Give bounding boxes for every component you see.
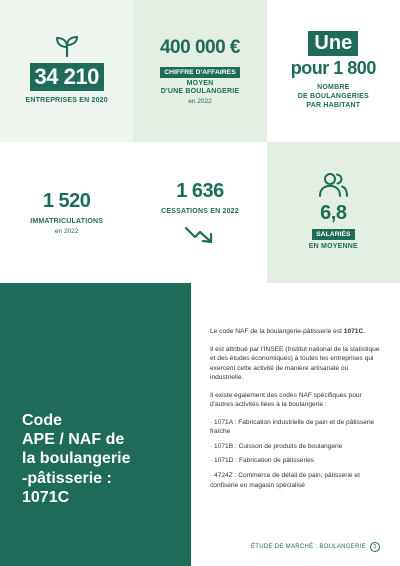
paragraph-1-prefix: Le code NAF de la boulangerie-pâtisserie est bbox=[210, 328, 344, 335]
list-item: · 1071B : Cuisson de produits de boulangerie bbox=[210, 442, 343, 450]
immatriculations-sub: en 2022 bbox=[54, 227, 79, 235]
salaries-label-box: SALARIÉS bbox=[312, 229, 354, 240]
paragraph-2: Il est attribué par l'INSEE (Institut national de la statistique et des études économiques) à toutes les entreprises qui exercent cette activité de manière artisanale ou industrielle. bbox=[210, 345, 380, 382]
stat-salaries bbox=[267, 142, 400, 284]
sprout-icon bbox=[54, 35, 80, 57]
list-item: · 1071A : Fabrication industrielle de pain et de pâtisserie fraîche bbox=[210, 418, 375, 436]
panel-title-line4: -pâtisserie : bbox=[22, 469, 112, 487]
cessations-value: 1 636 bbox=[176, 179, 224, 202]
cessations-label: CESSATIONS EN 2022 bbox=[161, 207, 239, 215]
immatriculations-label: IMMATRICULATIONS bbox=[30, 217, 104, 225]
densite-label-line1: NOMBRE bbox=[317, 84, 350, 92]
entreprises-label: ENTREPRISES EN 2020 bbox=[25, 97, 108, 105]
green-panel bbox=[0, 283, 191, 566]
stat-chiffre-affaires bbox=[133, 0, 266, 142]
densite-word: Une bbox=[308, 31, 358, 56]
panel-title-line5: 1071C bbox=[22, 488, 70, 506]
paragraph-1-suffix: . bbox=[363, 328, 366, 335]
people-icon bbox=[317, 172, 349, 198]
naf-section bbox=[0, 283, 400, 566]
stat-densite bbox=[267, 0, 400, 142]
footer-text: ÉTUDE DE MARCHÉ : BOULANGERIE bbox=[250, 544, 366, 550]
list-item: · 1071D : Fabrication de pâtisseries bbox=[210, 457, 315, 465]
list-item: · 4724Z : Commerce de détail de pain, pâtisserie et confiserie en magasin spécialisé bbox=[210, 472, 360, 489]
page-number: 3 bbox=[370, 542, 380, 552]
densite-label-line2: DE BOULANGERIES bbox=[297, 92, 369, 100]
chiffre-label-line3: D'UNE BOULANGERIE bbox=[160, 88, 240, 96]
chiffre-value: 400 000 € bbox=[159, 36, 240, 58]
immatriculations-value: 1 520 bbox=[42, 189, 91, 212]
densite-line2: pour 1 800 bbox=[290, 58, 376, 79]
panel-title-line1: Code bbox=[22, 412, 62, 429]
paragraph-1 bbox=[210, 327, 380, 337]
panel-title-line3: la boulangerie bbox=[22, 450, 131, 468]
naf-text bbox=[210, 327, 380, 495]
chiffre-label-box: CHIFFRE D'AFFAIRES bbox=[160, 67, 239, 78]
footer bbox=[251, 542, 380, 552]
stat-entreprises bbox=[0, 0, 133, 142]
stat-immatriculations bbox=[0, 142, 133, 284]
chiffre-label-line2: MOYEN bbox=[186, 79, 214, 87]
stat-cessations bbox=[133, 142, 266, 284]
panel-title-line2: APE / NAF de bbox=[22, 431, 125, 449]
trend-down-icon bbox=[184, 225, 216, 245]
paragraph-3: Il existe également des codes NAF spécifiques pour d'autres activités liées à la boulangerie : bbox=[210, 391, 362, 409]
densite-label-line3: PAR HABITANT bbox=[306, 101, 361, 109]
chiffre-sub: en 2022 bbox=[188, 98, 212, 105]
salaries-value: 6,8 bbox=[320, 202, 347, 225]
panel-title bbox=[22, 411, 187, 507]
paragraph-1-code: 1071C bbox=[343, 328, 364, 335]
entreprises-value: 34 210 bbox=[30, 63, 104, 91]
salaries-label-line2: EN MOYENNE bbox=[308, 243, 358, 251]
